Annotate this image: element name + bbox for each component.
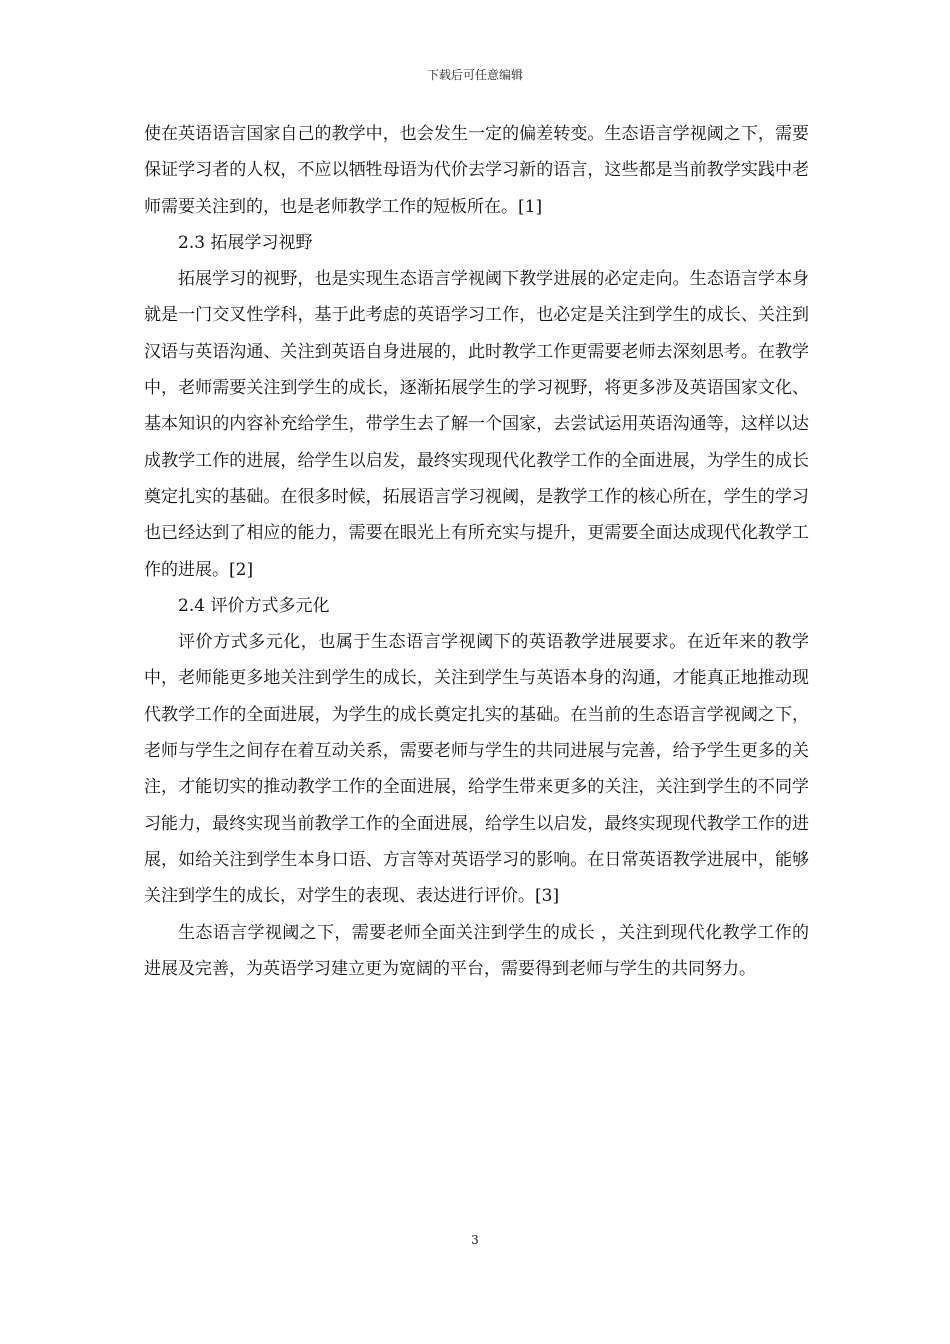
paragraph-expand-horizons: 拓展学习的视野，也是实现生态语言学视阈下教学进展的必定走向。生态语言学本身就是一门交叉性学科，基于此考虑的英语学习工作，也必定是关注到学生的成长、关注到汉语与英语沟通、关注到英语自身进展的，此时教学工作更需要老师去深刻思考。在教学中，老师需要关注到学生的成长，逐渐拓展学生的学习视野，将更多涉及英语国家文化、基本知识的内容补充给学生，带学生去了解一个国家，去尝试运用英语沟通等，这样以达成教学工作的进展，给学生以启发，最终实现现代化教学工作的全面进展，为学生的成长奠定扎实的基础。在很多时候，拓展语言学习视阈，是教学工作的核心所在，学生的学习也已经达到了相应的能力，需要在眼光上有所充实与提升，更需要全面达成现代化教学工作的进展。[2]: [144, 269, 809, 580]
section-heading-2-3: 2.3 拓展学习视野: [178, 232, 313, 253]
paragraph-continuation: 使在英语语言国家自己的教学中，也会发生一定的偏差转变。生态语言学视阈之下，需要保证学习者的人权，不应以牺牲母语为代价去学习新的语言，这些都是当前教学实践中老师需要关注到的，也是老师教学工作的短板所在。[1]: [144, 124, 809, 217]
page-header: 下载后可任意编辑: [426, 68, 523, 82]
document-body: [144, 116, 809, 987]
section-heading-2-4: 2.4 评价方式多元化: [178, 595, 330, 616]
paragraph-diversified-evaluation: 评价方式多元化，也属于生态语言学视阈下的英语教学进展要求。在近年来的教学中，老师能更多地关注到学生的成长，关注到学生与英语本身的沟通，才能真正地推动现代教学工作的全面进展，为学生的成长奠定扎实的基础。在当前的生态语言学视阈之下，老师与学生之间存在着互动关系，需要老师与学生的共同进展与完善，给予学生更多的关注，才能切实的推动教学工作的全面进展，给学生带来更多的关注，关注到学生的不同学习能力，最终实现当前教学工作的全面进展，给学生以启发，最终实现现代教学工作的进展，如给关注到学生本身口语、方言等对英语学习的影响。在日常英语教学进展中，能够关注到学生的成长，对学生的表现、表达进行评价。[3]: [144, 632, 809, 907]
page-number: 3: [471, 1233, 479, 1247]
paragraph-conclusion: 生态语言学视阈之下，需要老师全面关注到学生的成长 ，关注到现代化教学工作的进展及完善，为英语学习建立更为宽阔的平台，需要得到老师与学生的共同努力。: [144, 922, 809, 979]
